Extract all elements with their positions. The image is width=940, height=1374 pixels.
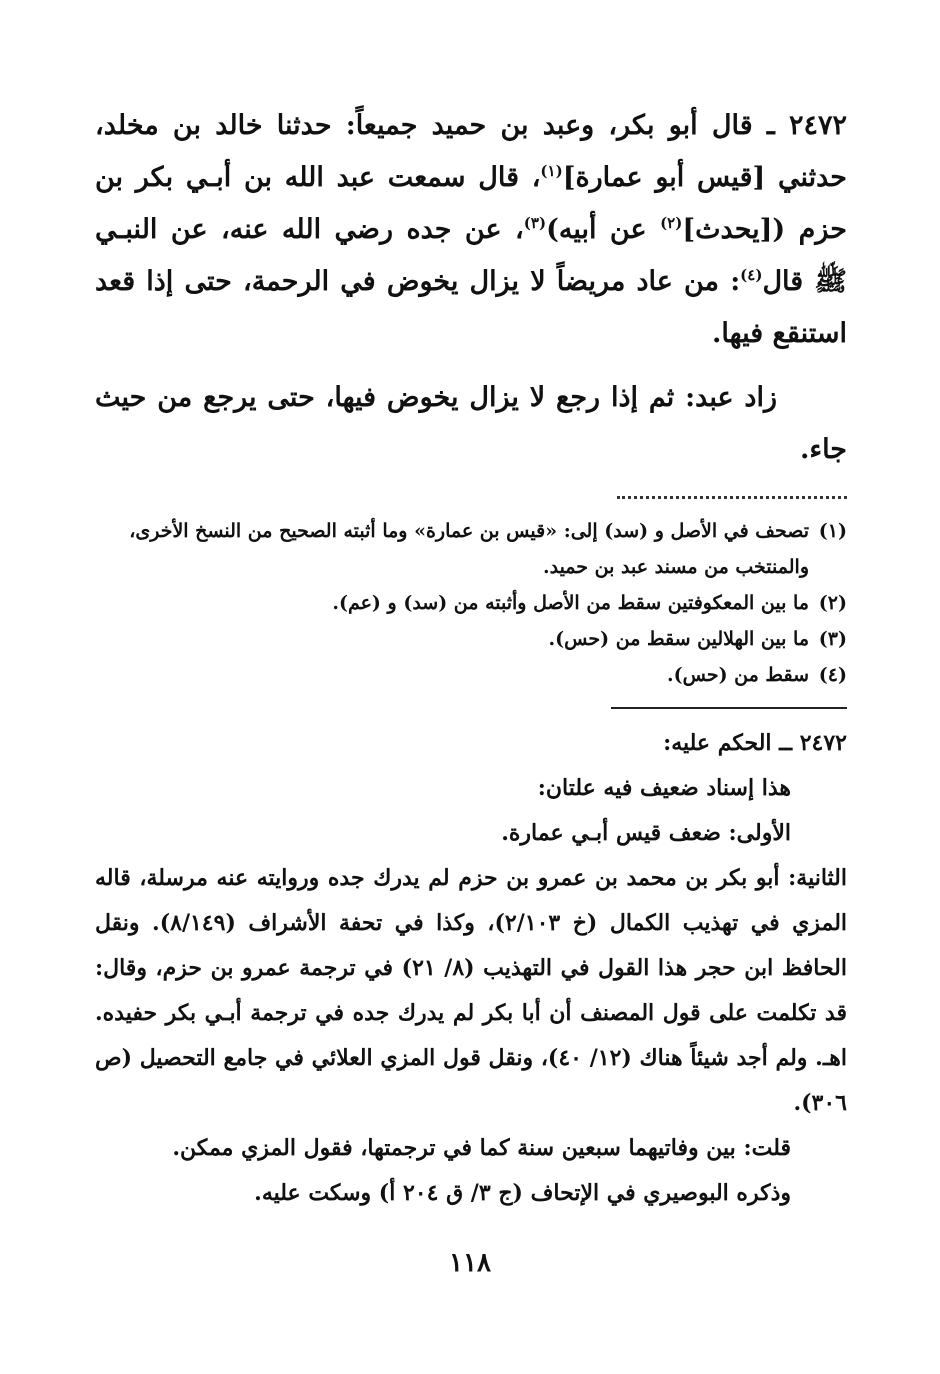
note-text: بين وفاتيهما سبعين سنة كما في ترجمتها، فقول المزي ممكن. — [172, 1135, 744, 1161]
second-text: أبو بكر بن محمد بن عمرو بن حزم لم يدرك جده وروايته عنه مرسلة، قاله المزي في تهذيب الكمال (خ ٢/١٠٣)، وكذا في تحفة الأشراف (٨/١٤٩). ونقل الحافظ ابن حجر هذا القول في التهذيب (٨/ ٢١) في ترجمة عمرو بن حزم، وقال: قد تكلمت على قول المصنف أن أبا بكر لم يدرك جده في ترجمة أبـي بكر حفيده. اهـ. ولم أجد شيئاً هناك (١٢/ ٤٠)، ونقل قول المزي العلائي في جامع التحصيل (ص ٣٠٦). — [95, 865, 848, 1116]
footnote-number: (٣) — [818, 628, 847, 650]
page-body — [95, 100, 847, 1216]
hadith-segment: ، عن جده رضي الله عنه، عن النبـي ﷺ قال — [95, 214, 847, 297]
footnote-separator — [617, 496, 847, 499]
ruling-note — [95, 1126, 847, 1171]
footnote-number: (١) — [818, 520, 847, 542]
ruling-second-reason — [95, 856, 847, 1126]
footnote-item — [95, 513, 847, 585]
footnote-ref-1[interactable]: (١) — [540, 162, 563, 180]
hadith-segment: قال أبو بكر، وعبد بن حميد جميعاً: حدثنا خالد بن مخلد، حدثني [قيس أبو عمارة] — [95, 110, 847, 193]
hadith-segment: عن أبيه) — [546, 214, 661, 245]
hadith-text — [95, 100, 847, 476]
second-label: الثانية: — [788, 865, 847, 891]
hadith-number: ٢٤٧٢ ـ — [766, 110, 848, 141]
ruling-section — [95, 721, 847, 1216]
hadith-addition: زاد عبد: ثم إذا رجع لا يزال يخوض فيها، حتى يرجع من حيث جاء. — [95, 382, 847, 465]
ruling-first-reason — [95, 811, 847, 856]
hadith-paragraph — [95, 100, 847, 360]
footnote-number: (٢) — [818, 592, 847, 614]
ruling-title: ٢٤٧٢ ــ الحكم عليه: — [663, 730, 847, 756]
footnote-text: تصحف في الأصل و (سد) إلى: «قيس بن عمارة» وما أثبته الصحيح من النسخ الأخرى، والمنتخب من مسند عبد بن حميد. — [129, 520, 809, 578]
first-label: الأولى: — [728, 820, 791, 846]
footnote-text: سقط من (حس). — [667, 664, 809, 686]
footnote-item — [95, 657, 847, 693]
footnotes — [95, 513, 847, 693]
footnote-ref-2[interactable]: (٢) — [660, 214, 683, 232]
footnote-text: ما بين الهلالين سقط من (حس). — [548, 628, 809, 650]
footnote-item — [95, 621, 847, 657]
ruling-last: وذكره البوصيري في الإتحاف (ج ٣/ ق ٢٠٤ أ) وسكت عليه. — [254, 1180, 791, 1206]
footnote-text: ما بين المعكوفتين سقط من الأصل وأثبته من (سد) و (عم). — [332, 592, 809, 614]
footnote-number: (٤) — [818, 664, 847, 686]
ruling-intro: هذا إسناد ضعيف فيه علتان: — [537, 775, 791, 801]
footnote-ref-3[interactable]: (٣) — [523, 214, 547, 232]
page-number: ١١٨ — [449, 1248, 491, 1278]
hadith-segment: ، قال سمعت عبد الله بن أبـي بكر بن حزم ([يحدث] — [95, 162, 847, 245]
hadith-segment: : من عاد مريضاً لا يزال يخوض في الرحمة، حتى إذا قعد استنقع فيها. — [95, 266, 847, 349]
note-label: قلت: — [743, 1135, 791, 1161]
footnote-ref-4[interactable]: (٤) — [740, 266, 763, 284]
footnote-item — [95, 585, 847, 621]
first-text: ضعف قيس أبـي عمارة. — [501, 820, 729, 846]
section-divider — [611, 707, 847, 709]
